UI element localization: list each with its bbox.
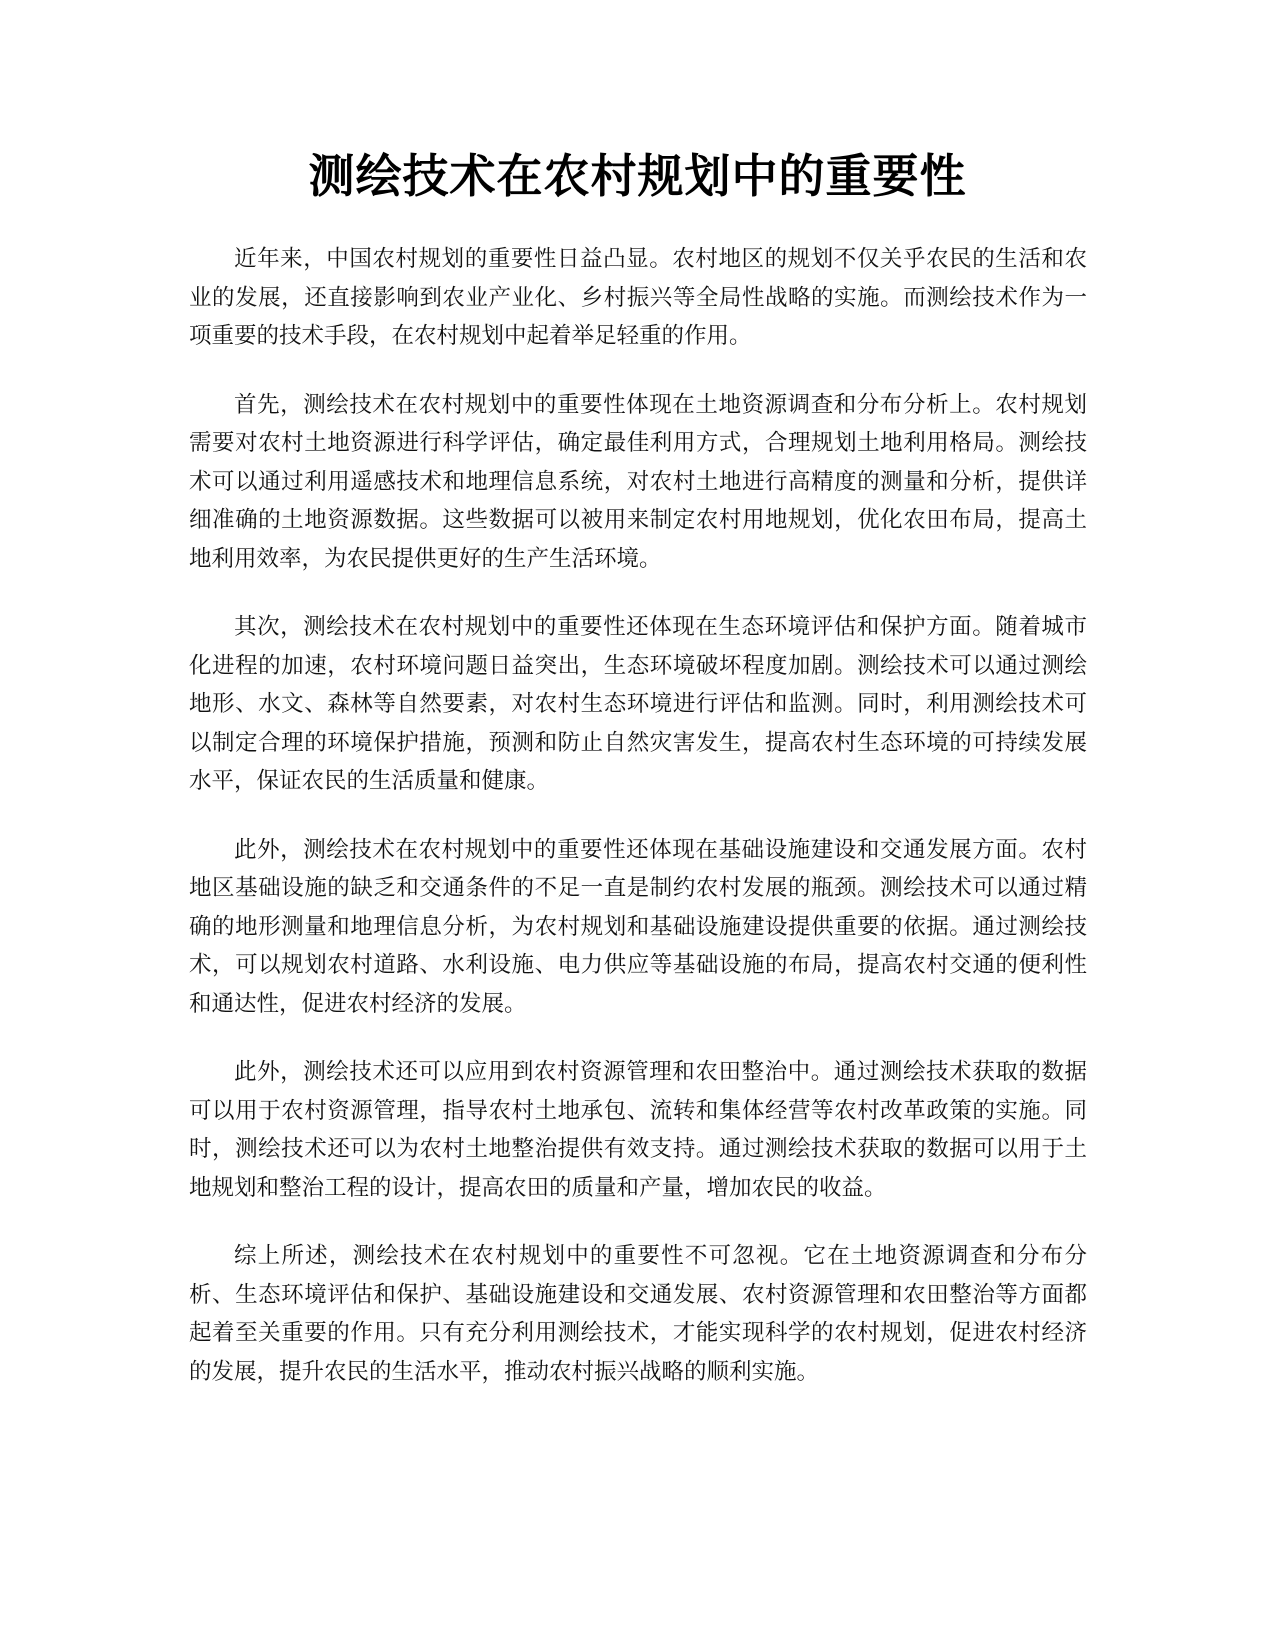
paragraph-infrastructure: 此外，测绘技术在农村规划中的重要性还体现在基础设施建设和交通发展方面。农村地区基础设施的缺乏和交通条件的不足一直是制约农村发展的瓶颈。测绘技术可以通过精确的地形测量和地理信息分析，为农村规划和基础设施建设提供重要的依据。通过测绘技术，可以规划农村道路、水利设施、电力供应等基础设施的布局，提高农村交通的便利性和通达性，促进农村经济的发展。: [189, 836, 1087, 1017]
paragraph-land-resources: 首先，测绘技术在农村规划中的重要性体现在土地资源调查和分布分析上。农村规划需要对农村土地资源进行科学评估，确定最佳利用方式，合理规划土地利用格局。测绘技术可以通过利用遥感技术和地理信息系统，对农村土地进行高精度的测量和分析，提供详细准确的土地资源数据。这些数据可以被用来制定农村用地规划，优化农田布局，提高土地利用效率，为农民提供更好的生产生活环境。: [189, 391, 1087, 572]
paragraph-conclusion: 综上所述，测绘技术在农村规划中的重要性不可忽视。它在土地资源调查和分布分析、生态环境评估和保护、基础设施建设和交通发展、农村资源管理和农田整治等方面都起着至关重要的作用。只有充分利用测绘技术，才能实现科学的农村规划，促进农村经济的发展，提升农民的生活水平，推动农村振兴战略的顺利实施。: [189, 1243, 1087, 1385]
paragraph-resource-management: 此外，测绘技术还可以应用到农村资源管理和农田整治中。通过测绘技术获取的数据可以用于农村资源管理，指导农村土地承包、流转和集体经营等农村改革政策的实施。同时，测绘技术还可以为农村土地整治提供有效支持。通过测绘技术获取的数据可以用于土地规划和整治工程的设计，提高农田的质量和产量，增加农民的收益。: [189, 1059, 1087, 1201]
document-title: 测绘技术在农村规划中的重要性: [308, 149, 967, 203]
paragraph-intro: 近年来，中国农村规划的重要性日益凸显。农村地区的规划不仅关乎农民的生活和农业的发展，还直接影响到农业产业化、乡村振兴等全局性战略的实施。而测绘技术作为一项重要的技术手段，在农村规划中起着举足轻重的作用。: [189, 246, 1087, 349]
paragraph-ecology: 其次，测绘技术在农村规划中的重要性还体现在生态环境评估和保护方面。随着城市化进程的加速，农村环境问题日益突出，生态环境破坏程度加剧。测绘技术可以通过测绘地形、水文、森林等自然要素，对农村生态环境进行评估和监测。同时，利用测绘技术可以制定合理的环境保护措施，预测和防止自然灾害发生，提高农村生态环境的可持续发展水平，保证农民的生活质量和健康。: [189, 614, 1087, 794]
document-body: [189, 240, 1087, 1421]
